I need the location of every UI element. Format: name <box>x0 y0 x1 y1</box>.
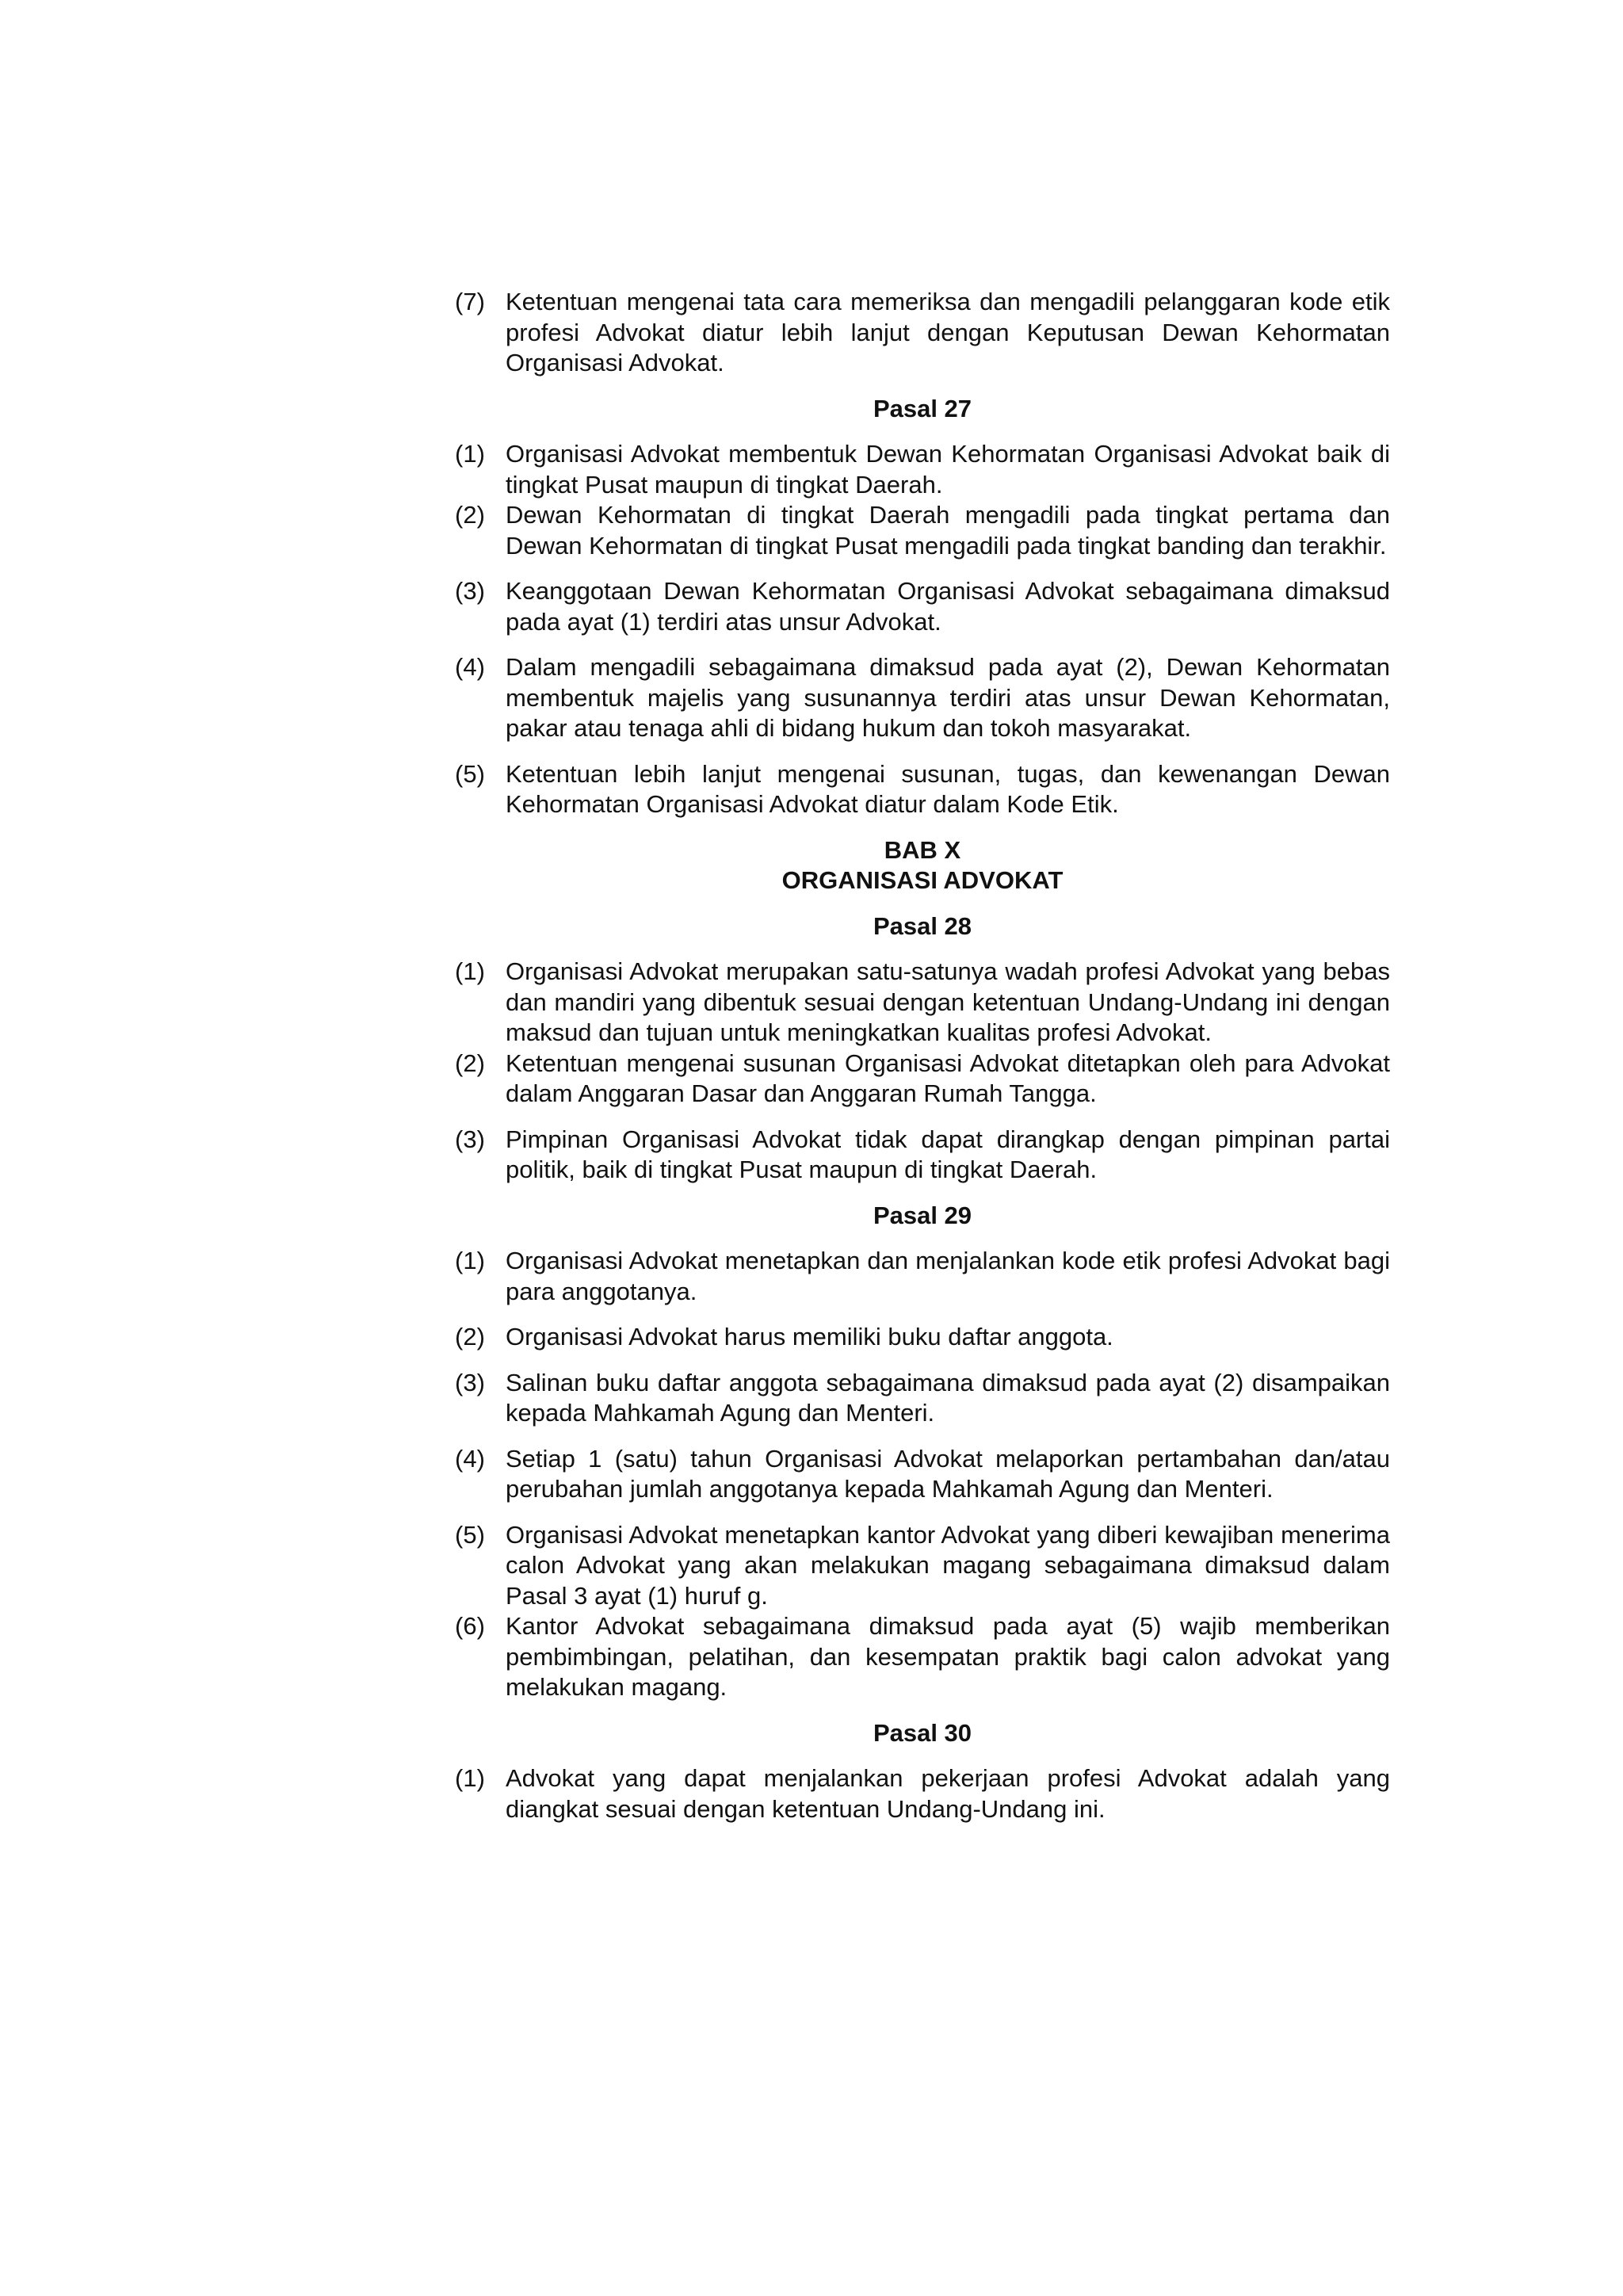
ayat-text: Organisasi Advokat menetapkan dan menjalankan kode etik profesi Advokat bagi para anggotanya. <box>506 1247 1390 1305</box>
ayat-number: (4) <box>455 653 485 681</box>
pasal-28-heading: Pasal 28 <box>873 911 972 940</box>
ayat-number: (3) <box>455 1368 485 1396</box>
pasal-26-ayat-7 <box>455 287 1390 379</box>
ayat-text: Organisasi Advokat harus memiliki buku daftar anggota. <box>506 1323 1113 1350</box>
pasal-27-ayat-2 <box>455 500 1390 561</box>
ayat-number: (1) <box>455 1247 485 1274</box>
ayat-text: Pimpinan Organisasi Advokat tidak dapat dirangkap dengan pimpinan partai politik, baik di tingkat Pusat maupun di tingkat Daerah. <box>506 1125 1390 1183</box>
ayat-text: Salinan buku daftar anggota sebagaimana dimaksud pada ayat (2) disampaikan kepada Mahkamah Agung dan Menteri. <box>506 1368 1390 1427</box>
ayat-number: (2) <box>455 1049 485 1077</box>
ayat-number: (1) <box>455 957 485 985</box>
ayat-text: Organisasi Advokat membentuk Dewan Kehormatan Organisasi Advokat baik di tingkat Pusat maupun di tingkat Daerah. <box>506 440 1390 499</box>
pasal-27-heading: Pasal 27 <box>873 394 972 422</box>
pasal-29-ayat-6 <box>455 1611 1390 1703</box>
pasal-28-ayat-2 <box>455 1049 1390 1110</box>
ayat-number: (5) <box>455 759 485 788</box>
pasal-30-ayat-1 <box>455 1763 1390 1824</box>
ayat-number: (1) <box>455 440 485 468</box>
pasal-27-ayat-3 <box>455 576 1390 637</box>
pasal-29-heading: Pasal 29 <box>873 1201 972 1229</box>
ayat-number: (3) <box>455 577 485 605</box>
ayat-text: Dewan Kehormatan di tingkat Daerah mengadili pada tingkat pertama dan Dewan Kehormatan di tingkat Pusat mengadili pada tingkat banding dan terakhir. <box>506 501 1390 560</box>
ayat-number: (3) <box>455 1125 485 1153</box>
document-body <box>455 287 1390 1824</box>
pasal-29-ayat-5 <box>455 1520 1390 1612</box>
pasal-29-ayat-1 <box>455 1246 1390 1307</box>
pasal-30-heading: Pasal 30 <box>873 1718 972 1747</box>
pasal-29-ayat-2 <box>455 1322 1390 1353</box>
ayat-number: (5) <box>455 1520 485 1549</box>
ayat-text: Keanggotaan Dewan Kehormatan Organisasi Advokat sebagaimana dimaksud pada ayat (1) terdiri atas unsur Advokat. <box>506 577 1390 636</box>
pasal-29-ayat-4 <box>455 1444 1390 1505</box>
ayat-number: (1) <box>455 1764 485 1792</box>
ayat-text: Advokat yang dapat menjalankan pekerjaan profesi Advokat adalah yang diangkat sesuai dengan ketentuan Undang-Undang ini. <box>506 1764 1390 1823</box>
ayat-text: Organisasi Advokat merupakan satu-satunya wadah profesi Advokat yang bebas dan mandiri yang dibentuk sesuai dengan ketentuan Undang-Undang ini dengan maksud dan tujuan untuk meningkatkan kualitas profesi Advokat. <box>506 957 1390 1046</box>
ayat-text: Organisasi Advokat menetapkan kantor Advokat yang diberi kewajiban menerima calon Advokat yang akan melakukan magang sebagaimana dimaksud dalam Pasal 3 ayat (1) huruf g. <box>506 1520 1390 1610</box>
bab-title: ORGANISASI ADVOKAT <box>781 866 1064 894</box>
ayat-text: Dalam mengadili sebagaimana dimaksud pada ayat (2), Dewan Kehormatan membentuk majelis yang susunannya terdiri atas unsur Dewan Kehormatan, pakar atau tenaga ahli di bidang hukum dan tokoh masyarakat. <box>506 653 1390 742</box>
ayat-text: Ketentuan mengenai tata cara memeriksa dan mengadili pelanggaran kode etik profesi Advokat diatur lebih lanjut dengan Keputusan Dewan Kehormatan Organisasi Advokat. <box>506 288 1390 376</box>
pasal-28-ayat-3 <box>455 1125 1390 1186</box>
pasal-27-ayat-5 <box>455 759 1390 820</box>
ayat-number: (7) <box>455 288 485 315</box>
pasal-27-ayat-1 <box>455 439 1390 500</box>
pasal-27-ayat-4 <box>455 652 1390 744</box>
ayat-text: Ketentuan lebih lanjut mengenai susunan, tugas, dan kewenangan Dewan Kehormatan Organisasi Advokat diatur dalam Kode Etik. <box>506 759 1390 818</box>
ayat-text: Setiap 1 (satu) tahun Organisasi Advokat melaporkan pertambahan dan/atau perubahan jumlah anggotanya kepada Mahkamah Agung dan Menteri. <box>506 1444 1390 1503</box>
pasal-29-ayat-3 <box>455 1368 1390 1429</box>
ayat-number: (4) <box>455 1444 485 1473</box>
ayat-number: (2) <box>455 1323 485 1350</box>
ayat-text: Ketentuan mengenai susunan Organisasi Advokat ditetapkan oleh para Advokat dalam Anggaran Dasar dan Anggaran Rumah Tangga. <box>506 1049 1390 1107</box>
pasal-28-ayat-1 <box>455 957 1390 1049</box>
ayat-number: (2) <box>455 501 485 529</box>
ayat-text: Kantor Advokat sebagaimana dimaksud pada ayat (5) wajib memberikan pembimbingan, pelatihan, dan kesempatan praktik bagi calon advokat yang melakukan magang. <box>506 1612 1390 1701</box>
bab-heading: BAB X <box>884 835 961 864</box>
ayat-number: (6) <box>455 1612 485 1640</box>
